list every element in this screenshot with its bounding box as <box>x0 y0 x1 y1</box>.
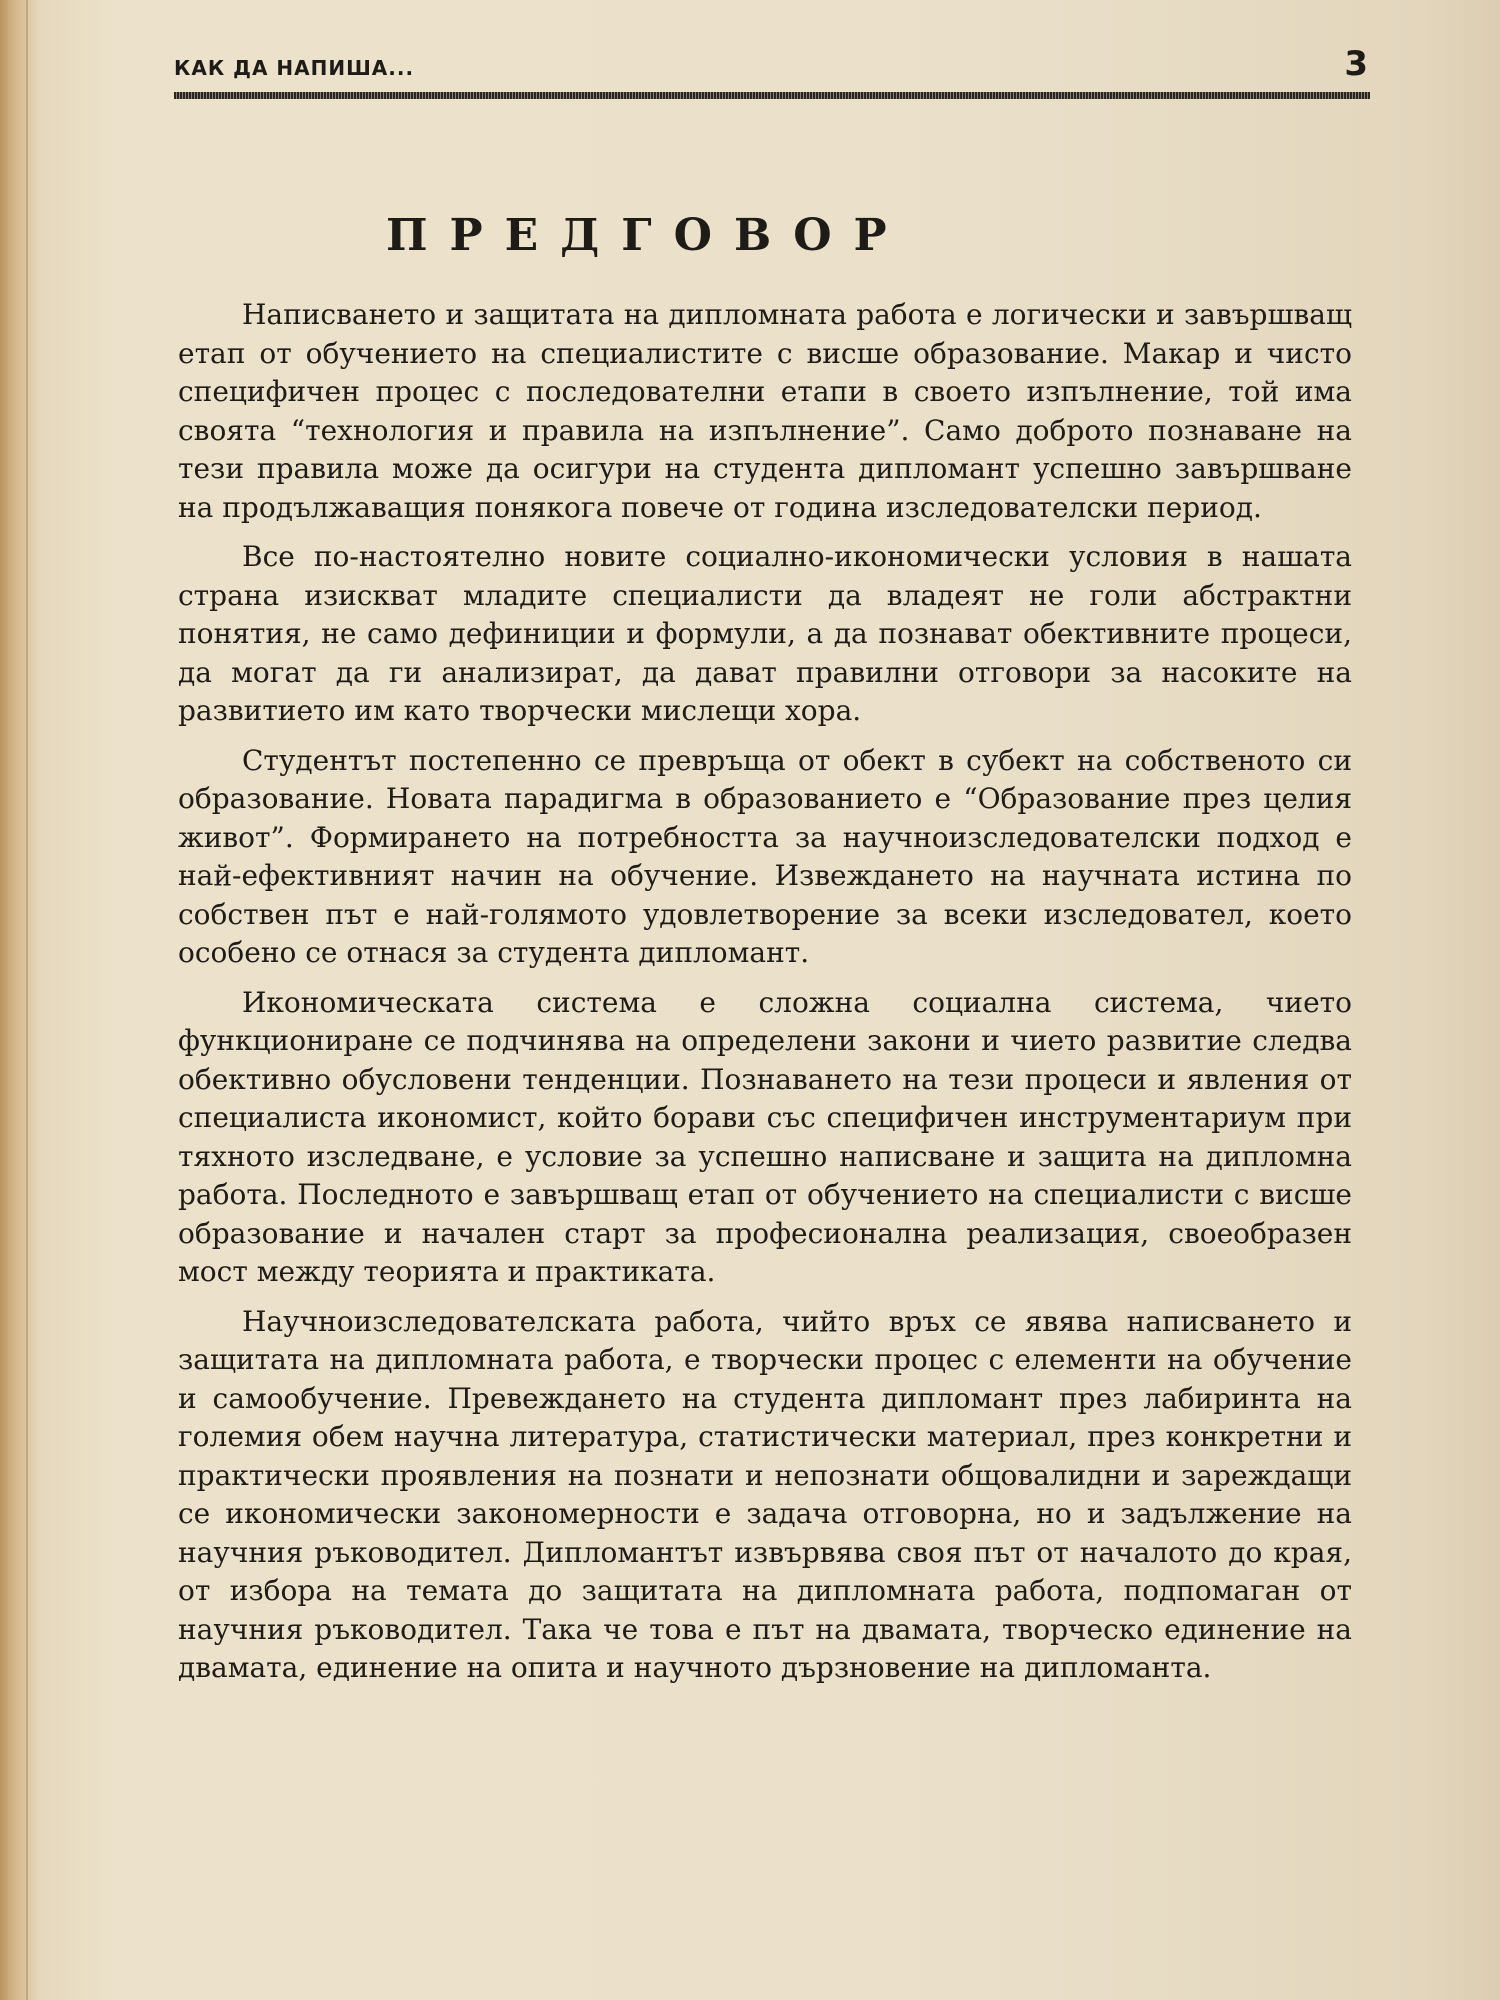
paragraph-5: Научноизследователската работа, чийто връх се явява написването и защитата на дипломната работа, е творчески процес с елементи на обучение и самообучение. Превеждането на студента дипломант през лабиринта на големия обем научна литература, статистически материал, през конкретни и практически проявления на познати и непознати общовалидни и зареждащи се икономически закономерности е задача отговорна, но и задължение на научния ръководител. Дипломантът извървява своя път от началото до края, от избора на темата до защитата на дипломната работа, подпомаган от научния ръководител. Така че това е път на двамата, творческо единение на двамата, единение на опита и научното дързновение на дипломанта. <box>178 1304 1352 1684</box>
paragraph-2: Все по-настоятелно новите социално-икономически условия в нашата страна изискват младите специалисти да владеят не голи абстрактни понятия, не само дефиниции и формули, а да познават обективните процеси, да могат да ги анализират, да дават правилни отговори за насоките на развитието им като творчески мислещи хора. <box>178 540 1352 727</box>
running-header-title: КАК ДА НАПИША... <box>174 56 415 80</box>
page-title: ПРЕДГОВОР <box>386 210 909 261</box>
paragraph-3: Студентът постепенно се превръща от обект в субект на собственото си образование. Новата парадигма в образованието е “Образование през целия живот”. Формирането на потребността за научноизследователски подход е най-ефективният начин на обучение. Извеждането на научната истина по собствен път е най-голямото удовлетворение за всеки изследовател, което особено се отнася за студента дипломант. <box>178 743 1352 969</box>
paragraph-1: Написването и защитата на дипломната работа е логически и завършващ етап от обучението на специалистите с висше образование. Макар и чисто специфичен процес с последователни етапи в своето изпълнение, той има своята “технология и правила на изпълнение”. Само доброто познаване на тези правила може да осигури на студента дипломант успешно завършване на продължаващия понякога повече от година изследователски период. <box>178 298 1352 524</box>
book-spine-shadow <box>0 0 34 2000</box>
main-text <box>178 296 1352 1699</box>
paragraph-4: Икономическата система е сложна социална система, чието функциониране се подчинява на определени закони и чието развитие следва обективно обусловени тенденции. Познаването на тези процеси и явления от специалиста икономист, който борави със специфичен инструментариум при тяхното изследване, е условие за успешно написване и защита на дипломна работа. Последното е завършващ етап от обучението на специалисти с висше образование и начален старт за професионална реализация, своеобразен мост между теорията и практиката. <box>178 985 1352 1288</box>
page-number: 3 <box>1344 44 1368 84</box>
header-rule <box>174 92 1370 99</box>
page-edge <box>26 0 28 2000</box>
